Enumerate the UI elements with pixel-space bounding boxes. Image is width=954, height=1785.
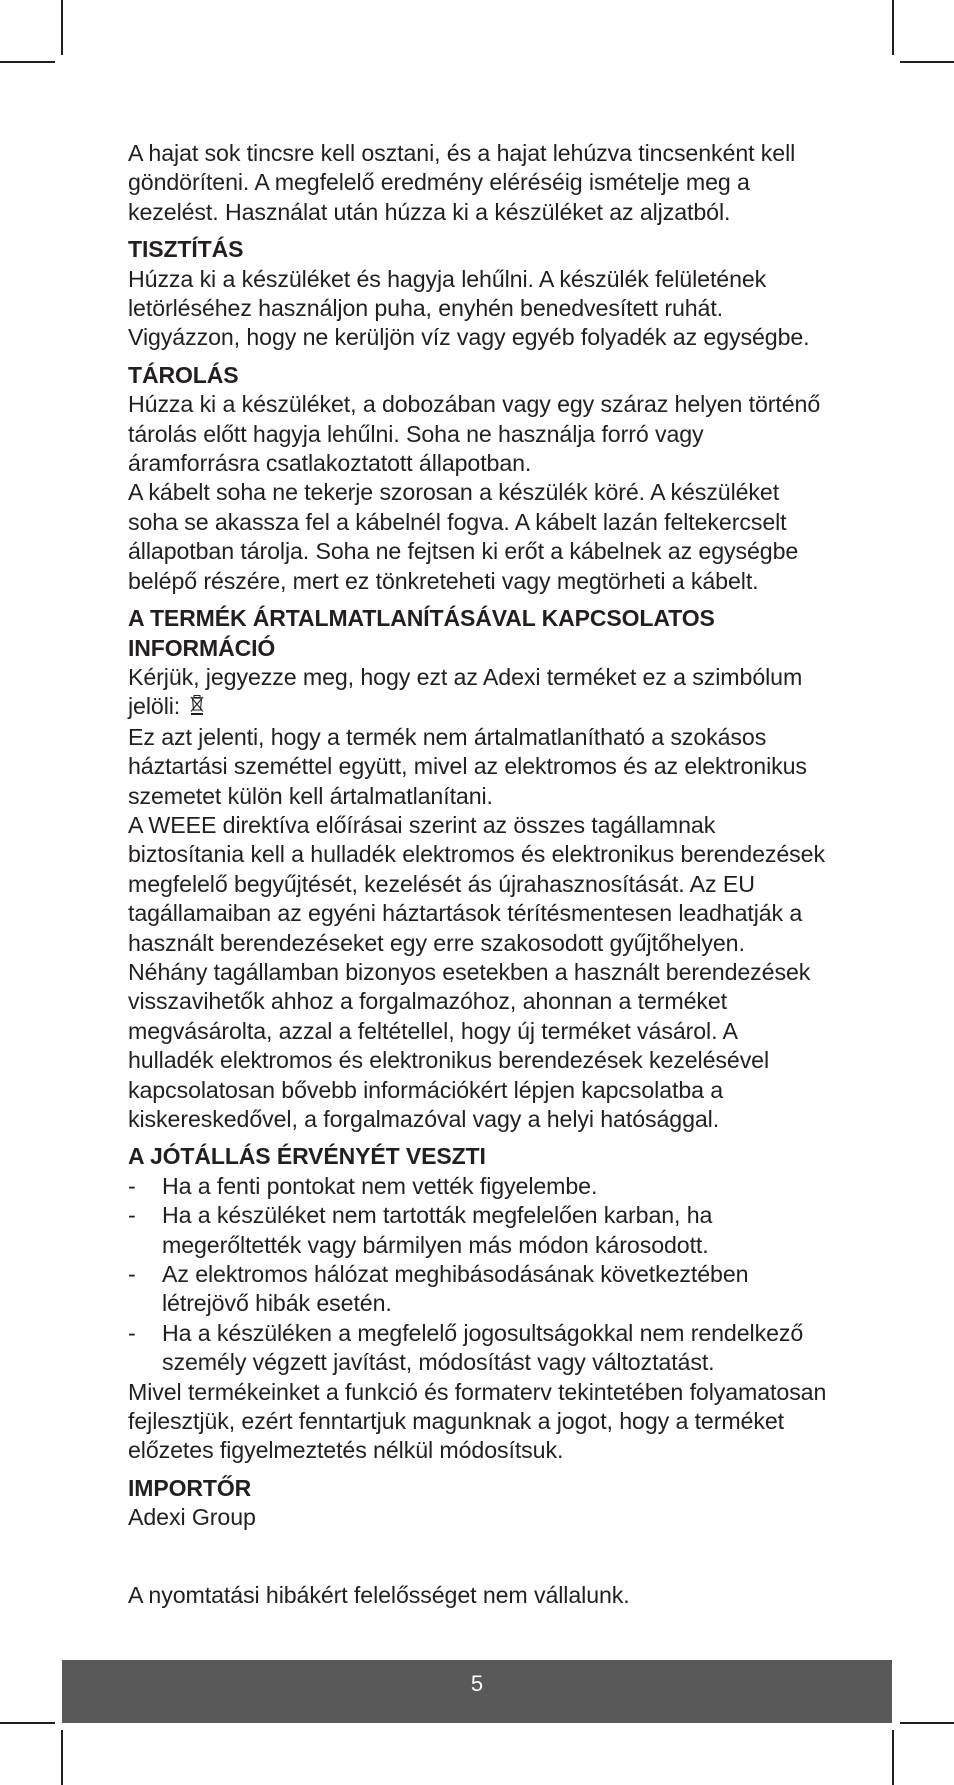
crop-mark-bottom-left-horizontal: [0, 1722, 55, 1724]
warranty-note: Mivel termékeinket a funkció és formaterv tekintetében folyamatosan fejlesztjük, ezért fenntartjuk magunknak a jogot, hogy a terméket előzetes figyelmeztetés nélkül módosítsuk.: [128, 1378, 827, 1464]
intro-paragraph: A hajat sok tincsre kell osztani, és a hajat lehúzva tincsenként kell göndöríteni. A megfelelő eredmény eléréséig ismételje meg a kezelést. Használat után húzza ki a készüléket az aljzatból.: [128, 140, 796, 225]
importer-heading: IMPORTŐR: [128, 1474, 252, 1501]
storage-paragraph-1: Húzza ki a készüléket, a dobozában vagy egy száraz helyen történő tárolás előtt hagyja lehűlni. Soha ne használja forró vagy áramforrásra csatlakoztatott állapotban.: [128, 391, 821, 477]
cleaning-paragraph: Húzza ki a készüléket és hagyja lehűlni. A készülék felületének letörléséhez használjon puha, enyhén benedvesített ruhát. Vigyázzon, hogy ne kerüljön víz vagy egyéb folyadék az egységbe.: [128, 265, 810, 351]
warranty-list-item: - Ha a készüléken a megfelelő jogosultságokkal nem rendelkező személy végzett javítást, módosítást vagy változtatást.: [128, 1319, 828, 1378]
page-content: [128, 139, 828, 1610]
disposal-paragraph-2: Ez azt jelenti, hogy a termék nem ártalmatlanítható a szokásos háztartási szeméttel együtt, mivel az elektromos és az elektronikus szemetet külön kell ártalmatlanítani.: [128, 723, 807, 809]
crop-mark-bottom-right-vertical: [892, 1730, 894, 1785]
warranty-list-item: - Ha a készüléket nem tartották megfelelően karban, ha megerőltették vagy bármilyen más módon károsodott.: [128, 1201, 828, 1260]
warranty-list-item: - Ha a fenti pontokat nem vették figyelembe.: [128, 1172, 828, 1201]
importer-name: Adexi Group: [128, 1504, 256, 1531]
crop-mark-top-right-horizontal: [900, 61, 954, 63]
warranty-list-item: - Az elektromos hálózat meghibásodásának következtében létrejövő hibák esetén.: [128, 1260, 828, 1319]
page-number: 5: [470, 1671, 484, 1696]
disclaimer: A nyomtatási hibákért felelősséget nem vállalunk.: [128, 1581, 630, 1608]
spacer: [128, 1533, 828, 1581]
crop-mark-bottom-right-horizontal: [900, 1722, 954, 1724]
cleaning-heading: TISZTÍTÁS: [128, 236, 244, 263]
warranty-list: [128, 1172, 828, 1378]
storage-paragraph-2: A kábelt soha ne tekerje szorosan a készülék köré. A készüléket soha se akassza fel a kábelnél fogva. A kábelt lazán feltekercselt állapotban tárolja. Soha ne fejtsen ki erőt a kábelnek az egységbe belépő részére, mert ez tönkreteheti vagy megtörheti a kábelt.: [128, 479, 799, 594]
crop-mark-bottom-left-vertical: [61, 1730, 63, 1785]
disposal-heading: A TERMÉK ÁRTALMATLANÍTÁSÁVAL KAPCSOLATOS INFORMÁCIÓ: [128, 605, 715, 661]
weee-crossed-bin-icon: [190, 693, 204, 722]
crop-mark-top-right-vertical: [892, 0, 894, 55]
crop-mark-top-left-vertical: [61, 0, 63, 55]
storage-heading: TÁROLÁS: [128, 361, 239, 388]
disposal-paragraph-1: [128, 663, 828, 723]
crop-mark-top-left-horizontal: [0, 61, 55, 63]
disposal-paragraph-3: A WEEE direktíva előírásai szerint az összes tagállamnak biztosítania kell a hulladék elektromos és elektronikus berendezések megfelelő begyűjtését, kezelését ás újrahasznosítását. Az EU tagállamaiban az egyéni háztartások térítésmentesen leadhatják a használt berendezéseket egy erre szakosodott gyűjtőhelyen. Néhány tagállamban bizonyos esetekben a használt berendezések visszavihetők ahhoz a forgalmazóhoz, ahonnan a terméket megvásárolta, azzal a feltétellel, hogy új terméket vásárol. A hulladék elektromos és elektronikus berendezések kezelésével kapcsolatosan bővebb információkért lépjen kapcsolatba a kiskereskedővel, a forgalmazóval vagy a helyi hatósággal.: [128, 811, 825, 1132]
disposal-paragraph-1-text: Kérjük, jegyezze meg, hogy ezt az Adexi terméket ez a szimbólum jelöli:: [128, 663, 803, 720]
warranty-heading: A JÓTÁLLÁS ÉRVÉNYÉT VESZTI: [128, 1143, 486, 1170]
page-footer-bar: [62, 1660, 892, 1723]
